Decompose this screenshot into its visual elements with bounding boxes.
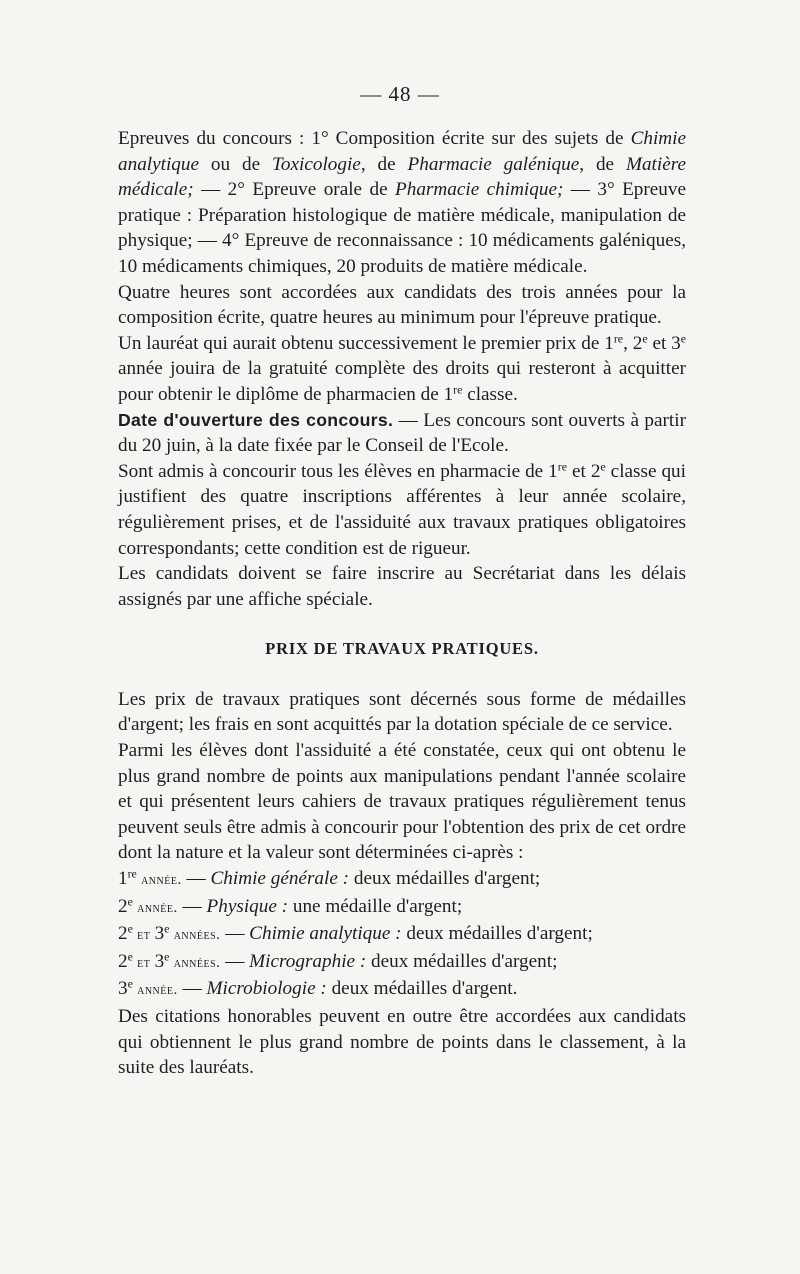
- superscript: re: [613, 331, 624, 346]
- text-run: 1: [118, 868, 128, 890]
- superscript: e: [127, 976, 133, 991]
- text-run: Sont admis à concourir tous les élèves en pharmacie de 1: [118, 460, 558, 482]
- superscript: re: [557, 459, 568, 474]
- year-label: et: [132, 927, 155, 944]
- superscript: e: [642, 331, 648, 346]
- section-title: Date d'ouverture des concours.: [118, 409, 394, 430]
- italic-run: Toxicologie: [271, 153, 361, 175]
- italic-run: Pharmacie galénique: [407, 153, 580, 175]
- superscript: e: [164, 921, 170, 936]
- text-run: —: [181, 868, 211, 890]
- year-label: année.: [132, 982, 178, 999]
- text-run: — Les concours sont ouverts à partir du 20 juin, à la date fixée par le Conseil de l'Ecole.: [118, 409, 686, 457]
- superscript: re: [453, 382, 463, 397]
- text-run: et 2: [567, 460, 601, 482]
- prize-subject: Microbiologie :: [206, 978, 327, 1000]
- text-run: Epreuves du concours : 1° Composition écrite sur des sujets de: [118, 128, 631, 149]
- superscript: e: [164, 949, 170, 964]
- paragraph-laureat: [118, 331, 686, 408]
- section-heading: PRIX DE TRAVAUX PRATIQUES.: [265, 639, 539, 659]
- superscript: e: [680, 331, 686, 346]
- year-label: année.: [136, 872, 182, 889]
- year-label: années.: [169, 927, 221, 944]
- paragraph-epreuves: [118, 126, 686, 280]
- prize-award: deux médailles d'argent;: [401, 923, 593, 945]
- text-run: — 3° Epreuve pratique : Préparation histologique de matière médicale, manipulation de physique; — 4° Epreuve de reconnaissance : 10 médicaments galéniques, 10 médicaments chimiques, 20 produits de matière médicale.: [118, 179, 686, 277]
- paragraph-prix-conditions: Parmi les élèves dont l'assiduité a été constatée, ceux qui ont obtenu le plus grand nombre de points aux manipulations pendant l'année scolaire et qui présentent leurs cahiers de travaux pratiques régulièrement tenus peuvent seuls être admis à concourir pour l'obtention des prix de cet ordre dont la nature et la valeur sont déterminées ci-après :: [118, 740, 686, 864]
- text-run: —: [220, 923, 250, 945]
- year-label: et: [132, 954, 155, 971]
- paragraph-prix-intro: Les prix de travaux pratiques sont décernés sous forme de médailles d'argent; les frais en sont acquittés par la dotation spéciale de ce service.: [118, 688, 686, 736]
- body-text: [118, 126, 686, 1081]
- text-run: , 2: [623, 332, 643, 354]
- text-run: 3: [154, 950, 165, 972]
- year-label: années.: [169, 954, 221, 971]
- superscript: e: [127, 921, 133, 936]
- page-number: — 48 —: [360, 82, 440, 106]
- text-run: classe.: [462, 383, 518, 405]
- prize-line-4: [118, 949, 686, 977]
- text-run: 3: [154, 923, 165, 945]
- prize-subject: Chimie générale :: [210, 868, 350, 890]
- text-run: ou de: [199, 153, 272, 175]
- italic-run: Chimie analytique: [118, 128, 686, 175]
- text-run: et 3: [647, 332, 681, 354]
- superscript: e: [127, 949, 133, 964]
- text-run: —: [220, 950, 250, 972]
- text-run: 2: [118, 923, 128, 945]
- text-run: , de: [579, 153, 626, 175]
- paragraph-duree: Quatre heures sont accordées aux candidats des trois années pour la composition écrite, quatre heures au minimum pour l'épreuve pratique.: [118, 281, 686, 329]
- prize-line-5: [118, 976, 686, 1004]
- year-label: année.: [132, 899, 178, 916]
- superscript: e: [600, 459, 606, 474]
- paragraph-inscription: Les candidats doivent se faire inscrire au Secrétariat dans les délais assignés par une affiche spéciale.: [118, 563, 686, 610]
- prize-award: une médaille d'argent;: [288, 895, 463, 917]
- text-run: — 2° Epreuve orale de: [193, 179, 396, 201]
- paragraph-citations: Des citations honorables peuvent en outre être accordées aux candidats qui obtiennent le plus grand nombre de points dans le classement, à la suite des lauréats.: [118, 1006, 686, 1079]
- italic-run: Pharmacie chimique;: [395, 179, 564, 201]
- prize-subject: Micrographie :: [249, 950, 367, 972]
- paragraph-date-ouverture: [118, 408, 686, 459]
- superscript: e: [127, 894, 133, 909]
- text-run: classe qui justifient des quatre inscriptions afférentes à leur année scolaire, régulièrement prises, et de l'assiduité aux travaux pratiques obligatoires correspondants; cette condition est de rigueur.: [118, 460, 686, 559]
- text-run: 3: [118, 978, 128, 1000]
- prize-award: deux médailles d'argent;: [349, 868, 541, 890]
- text-run: 2: [118, 950, 128, 972]
- paragraph-admission: [118, 459, 686, 561]
- prize-award: deux médailles d'argent;: [366, 950, 558, 972]
- prize-line-1: [118, 866, 686, 894]
- text-run: année jouira de la gratuité complète des droits qui resteront à acquitter pour obtenir le diplôme de pharmacien de 1: [118, 358, 686, 405]
- prize-award: deux médailles d'argent.: [326, 978, 518, 1000]
- text-run: , de: [360, 153, 408, 175]
- italic-run: Matière médicale;: [118, 153, 686, 201]
- prize-line-3: [118, 921, 686, 949]
- prize-line-2: [118, 894, 686, 922]
- prize-subject: Chimie analytique :: [249, 923, 402, 945]
- text-run: —: [177, 895, 207, 917]
- text-run: —: [177, 978, 207, 1000]
- text-run: 2: [118, 895, 128, 917]
- text-run: Un lauréat qui aurait obtenu successivement le premier prix de 1: [118, 332, 614, 354]
- superscript: re: [127, 866, 137, 881]
- prize-subject: Physique :: [206, 895, 289, 917]
